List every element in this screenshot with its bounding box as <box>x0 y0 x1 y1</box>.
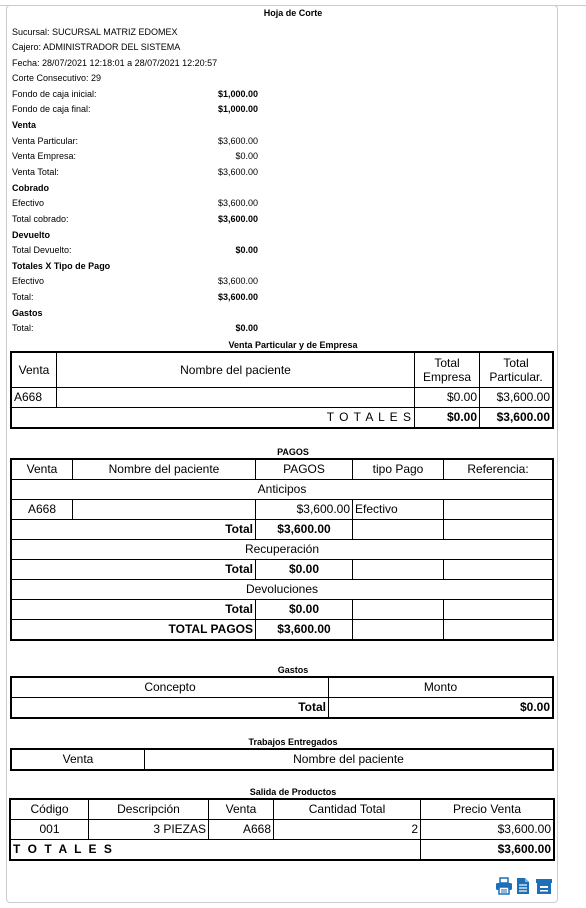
summary-label: Efectivo <box>12 198 45 208</box>
summary-label: Fondo de caja inicial: <box>12 89 97 99</box>
summary-label: Efectivo <box>12 276 45 286</box>
header-referencia: Referencia: <box>444 459 554 480</box>
empty-cell <box>353 560 444 580</box>
empty-cell <box>444 560 554 580</box>
summary-label: Gastos <box>12 308 43 318</box>
header-venta: Venta <box>11 749 145 770</box>
empty-cell <box>444 520 554 540</box>
venta-table <box>10 351 554 429</box>
header-monto: Monto <box>329 677 554 698</box>
summary-value: $3,600.00 <box>217 214 258 224</box>
venta-table-title: Venta Particular y de Empresa <box>228 340 358 350</box>
summary-label: Total: <box>12 323 34 333</box>
cell-venta: A668 <box>11 500 73 520</box>
action-icons <box>495 877 551 895</box>
empty-cell <box>353 600 444 620</box>
totales-label: T O T A L E S <box>11 408 415 429</box>
summary-value: $1,000.00 <box>217 89 258 99</box>
cell-referencia <box>444 500 554 520</box>
header-total-particular: Total Particular. <box>480 352 554 388</box>
table-row <box>10 820 554 840</box>
total-particular-value: $3,600.00 <box>480 408 554 429</box>
anticipos-total-label: Total <box>11 520 256 540</box>
report-title: Hoja de Corte <box>263 8 323 18</box>
header-concepto: Concepto <box>11 677 329 698</box>
summary-value: $0.00 <box>235 323 258 333</box>
gastos-total-label: Total <box>11 698 329 719</box>
trabajos-table <box>10 748 554 771</box>
empty-cell <box>444 600 554 620</box>
cell-cantidad-total: 2 <box>274 820 421 840</box>
header-nombre: Nombre del paciente <box>145 749 554 770</box>
summary-label: Total: <box>12 292 34 302</box>
header-total-empresa: Total Empresa <box>415 352 480 388</box>
devoluciones-label: Devoluciones <box>11 580 553 600</box>
document-icon[interactable] <box>515 877 531 895</box>
summary-label: Total Devuelto: <box>12 245 72 255</box>
summary-value: $3,600.00 <box>217 292 258 302</box>
summary-label: Venta Particular: <box>12 136 79 146</box>
pagos-table <box>10 458 554 641</box>
trabajos-table-title: Trabajos Entregados <box>248 737 338 747</box>
empty-cell <box>353 620 444 641</box>
header-nombre: Nombre del paciente <box>73 459 256 480</box>
printer-icon[interactable] <box>495 877 511 895</box>
salida-table-title: Salida de Productos <box>249 787 337 797</box>
cell-total-empresa: $0.00 <box>415 388 480 408</box>
summary-value: $3,600.00 <box>217 167 258 177</box>
header-pagos: PAGOS <box>256 459 353 480</box>
summary-label: Venta Empresa: <box>12 151 77 161</box>
corte-line: Corte Consecutivo: 29 <box>12 73 102 83</box>
cell-nombre <box>57 388 415 408</box>
salida-totales-label: T O T A L E S <box>10 840 421 861</box>
cell-venta: A668 <box>209 820 274 840</box>
cell-nombre <box>73 500 256 520</box>
table-row <box>11 388 553 408</box>
summary-value: $3,600.00 <box>217 136 258 146</box>
header-venta: Venta <box>11 352 57 388</box>
summary-value: $0.00 <box>235 151 258 161</box>
anticipos-total-value: $3,600.00 <box>256 520 353 540</box>
summary-label: Devuelto <box>12 230 51 240</box>
devoluciones-total-value: $0.00 <box>256 600 353 620</box>
summary-label: Venta <box>12 120 37 130</box>
header-nombre: Nombre del paciente <box>57 352 415 388</box>
summary-value: $3,600.00 <box>217 198 258 208</box>
sucursal-line: Sucursal: SUCURSAL MATRIZ EDOMEX <box>12 27 178 37</box>
cell-pagos: $3,600.00 <box>256 500 353 520</box>
summary-label: Fondo de caja final: <box>12 104 91 114</box>
totals-row <box>11 408 553 429</box>
summary-label: Total cobrado: <box>12 214 69 224</box>
header-precio-venta: Precio Venta <box>421 799 555 820</box>
summary-label: Totales X Tipo de Pago <box>12 261 111 271</box>
devoluciones-total-label: Total <box>11 600 256 620</box>
header-codigo: Código <box>10 799 89 820</box>
empty-cell <box>444 620 554 641</box>
pagos-table-title: PAGOS <box>277 447 309 457</box>
salida-total-value: $3,600.00 <box>421 840 555 861</box>
summary-label: Cobrado <box>12 183 49 193</box>
header-venta: Venta <box>11 459 73 480</box>
archive-icon[interactable] <box>535 877 551 895</box>
empty-cell <box>353 520 444 540</box>
cell-precio-venta: $3,600.00 <box>421 820 555 840</box>
cell-codigo: 001 <box>10 820 89 840</box>
total-pagos-label: TOTAL PAGOS <box>11 620 256 641</box>
gastos-table <box>10 676 554 719</box>
cell-total-particular: $3,600.00 <box>480 388 554 408</box>
header-venta: Venta <box>209 799 274 820</box>
header-cantidad-total: Cantidad Total <box>274 799 421 820</box>
recuperacion-total-label: Total <box>11 560 256 580</box>
gastos-total-value: $0.00 <box>329 698 554 719</box>
cell-venta: A668 <box>11 388 57 408</box>
summary-value: $0.00 <box>235 245 258 255</box>
recuperacion-label: Recuperación <box>11 540 553 560</box>
table-row <box>11 500 553 520</box>
header-tipo-pago: tipo Pago <box>353 459 444 480</box>
total-empresa-value: $0.00 <box>415 408 480 429</box>
fecha-line: Fecha: 28/07/2021 12:18:01 a 28/07/2021 12:20:57 <box>12 58 218 68</box>
anticipos-label: Anticipos <box>11 480 553 500</box>
recuperacion-total-value: $0.00 <box>256 560 353 580</box>
summary-value: $1,000.00 <box>217 104 258 114</box>
cajero-line: Cajero: ADMINISTRADOR DEL SISTEMA <box>12 42 181 52</box>
salida-table <box>9 798 555 861</box>
header-descripcion: Descripción <box>89 799 209 820</box>
summary-label: Venta Total: <box>12 167 59 177</box>
cell-tipo-pago: Efectivo <box>353 500 444 520</box>
summary-value: $3,600.00 <box>217 276 258 286</box>
total-pagos-value: $3,600.00 <box>256 620 353 641</box>
gastos-table-title: Gastos <box>277 665 309 675</box>
cell-descripcion: 3 PIEZAS <box>89 820 209 840</box>
